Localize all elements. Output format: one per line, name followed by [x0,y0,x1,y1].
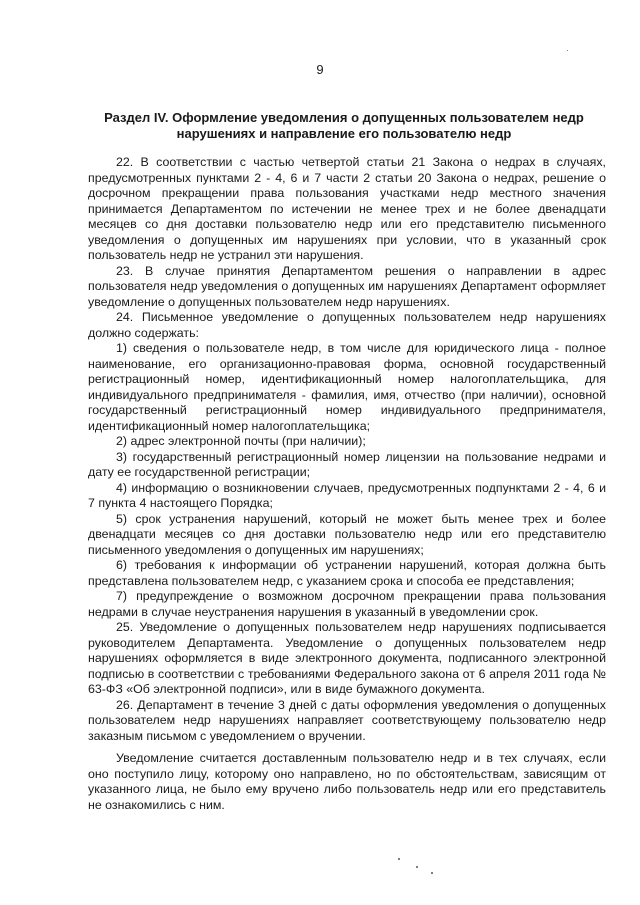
list-item-3: 3) государственный регистрационный номер лицензии на пользование недрами и дату ее государственной регистрации; [88,449,606,479]
paragraph-26: 26. Департамент в течение 3 дней с даты оформления уведомления о допущенных пользователем недр нарушениях направляет соответствующему пользователю недр заказным письмом с уведомлением о вручении. [88,697,606,743]
list-item-2: 2) адрес электронной почты (при наличии); [116,434,366,448]
paragraph-23: 23. В случае принятия Департаментом решения о направлении в адрес пользователя недр уведомления о допущенных им нарушениях Департамент оформляет уведомление о допущенных пользователем недр нарушениях. [88,263,606,309]
paragraph-25: 25. Уведомление о допущенных пользователем недр нарушениях подписывается руководителем Департамента. Уведомление о допущенных пользователем недр нарушениях оформляется в виде электронного документа, подписанного электронной подписью в соответствии с требованиями Федерального закона от 6 апреля 2011 года № 63-ФЗ «Об электронной подписи», или в виде бумажного документа. [88,620,606,696]
scan-speck [416,866,418,868]
paragraph-24: 24. Письменное уведомление о допущенных пользователем недр нарушениях должно содержать: [88,310,606,340]
section-title: Раздел IV. Оформление уведомления о допущенных пользователем недр нарушениях и направление его пользователю недр [104,110,584,141]
paragraph-22: 22. В соответствии с частью четвертой статьи 21 Закона о недрах в случаях, предусмотренных пунктами 2 - 4, 6 и 7 части 2 статьи 20 Закона о недрах, решение о досрочном прекращении права пользования участками недр местного значения принимается Департаментом по истечении не менее трех и не более двенадцати месяцев со дня доставки пользователю недр или его представителю письменного уведомления о допущенных им нарушениях при условии, что в указанный срок пользователь недр не устранил эти нарушения. [88,155,606,262]
page-number: 9 [316,62,324,77]
paragraph-delivery-note: Уведомление считается доставленным пользователю недр и в тех случаях, если оно поступило лицу, которому оно направлено, но по обстоятельствам, зависящим от указанного лица, не было ему вручено либо пользователь недр или его представитель не ознакомились с ним. [88,751,606,812]
scan-speck [398,858,400,860]
body-text [88,155,606,813]
list-item-1: 1) сведения о пользователе недр, в том числе для юридического лица - полное наименование, его организационно-правовая форма, основной государственный регистрационный номер, идентификационный номер налогоплательщика, для индивидуального предпринимателя - фамилия, имя, отчество (при наличии), основной государственный регистрационный номер индивидуального предпринимателя, идентификационный номер налогоплательщика; [88,341,606,433]
list-item-4: 4) информацию о возникновении случаев, предусмотренных подпунктами 2 - 4, 6 и 7 пункта 4 настоящего Порядка; [88,480,606,510]
scan-speck [567,50,568,51]
list-item-6: 6) требования к информации об устранении нарушений, которая должна быть представлена пользователем недр, с указанием срока и способа ее представления; [88,558,606,588]
list-item-5: 5) срок устранения нарушений, который не может быть менее трех и более двенадцати месяцев со дня доставки пользователю недр или его представителю письменного уведомления о допущенных им нарушениях; [88,511,606,557]
scan-speck [431,872,433,874]
list-item-7: 7) предупреждение о возможном досрочном прекращении права пользования недрами в случае неустранения нарушения в указанный в уведомлении срок. [88,589,606,619]
